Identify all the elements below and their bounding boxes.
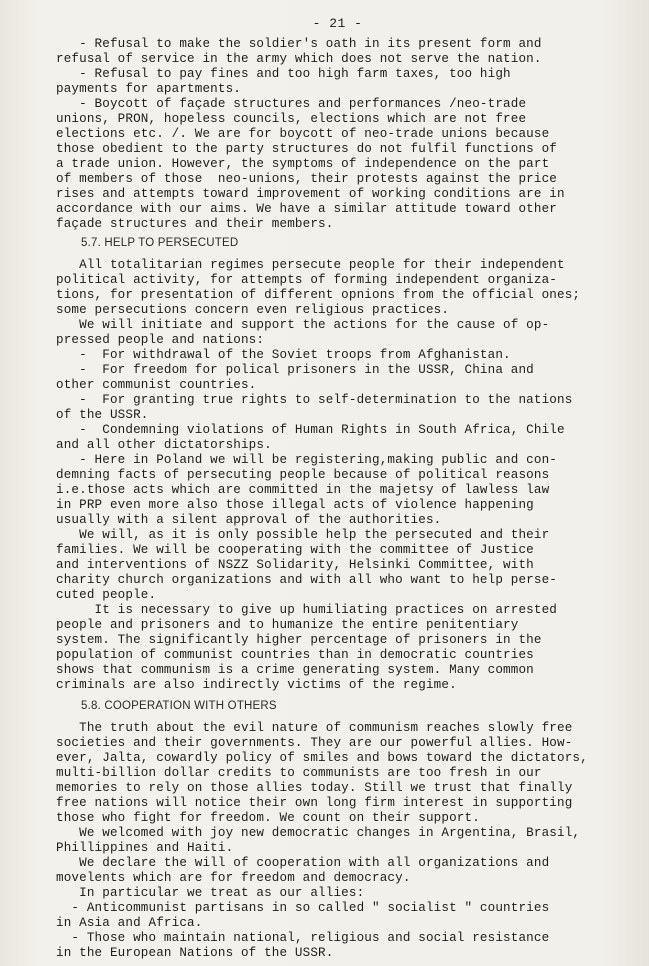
list-item: - For withdrawal of the Soviet troops from Afghanistan. bbox=[56, 348, 511, 362]
paragraph: All totalitarian regimes persecute people for their independent political activity, for attempts of forming independent organiza- tions, for presentation of different opnions from the official ones; some persecutions concern even religious practices. bbox=[56, 258, 581, 317]
paragraph: We will, as it is only possible help the persecuted and their families. We will be cooperating with the committee of Justice and interventions of NSZZ Solidarity, Helsinki Committee, with charity church organizations and with all who want to help perse- cuted people. bbox=[56, 528, 557, 602]
paragraph: The truth about the evil nature of communism reaches slowly free societies and their governments. They are our powerful allies. How- ever, Jalta, cowardly policy of smiles and bows toward the dictators, multi-billion dollar credits to communists are too fresh in our memories to rely on those allies today. Still we trust that finally free nations will notice their own long firm interest in supporting those who fight for freedom. We count on their support. bbox=[56, 721, 588, 825]
paragraph: In particular we treat as our allies: bbox=[56, 886, 365, 900]
paragraph: We declare the will of cooperation with all organizations and movelents which are for freedom and democracy. bbox=[56, 856, 550, 885]
paragraph: We will initiate and support the actions for the cause of op- pressed people and nations: bbox=[56, 318, 550, 347]
list-item: - For freedom for polical prisoners in the USSR, China and other communist countries. bbox=[56, 363, 534, 392]
list-item: - Those who maintain national, religious and social resistance in the European Nations of the USSR. bbox=[56, 931, 550, 960]
section-help-to-persecuted bbox=[56, 236, 619, 693]
list-item: - Anticommunist partisans in so called " socialist " countries in Asia and Africa. bbox=[56, 901, 550, 930]
paragraph: - Refusal to pay fines and too high farm taxes, too high payments for apartments. bbox=[56, 67, 511, 96]
paragraph: - Boycott of façade structures and performances /neo-trade unions, PRON, hopeless councils, elections which are not free elections etc. /. We are for boycott of neo-trade unions because those obedient to the party structures do not fulfil functions of a trade union. However, the symptoms of independence on the part of members of those neo-unions, their protests against the price rises and attempts toward improvement of working conditions are in accordance with our aims. We have a similar attitude toward other façade structures and their members. bbox=[56, 97, 565, 231]
intro-list bbox=[56, 37, 619, 232]
section-heading: 5.7. HELP TO PERSECUTED bbox=[81, 237, 239, 249]
paragraph: We welcomed with joy new democratic changes in Argentina, Brasil, Phillippines and Haiti. bbox=[56, 826, 581, 855]
paragraph: - Refusal to make the soldier's oath in its present form and refusal of service in the army which does not serve the nation. bbox=[56, 37, 542, 66]
list-item: - Here in Poland we will be registering,making public and con- demning facts of persecuting people because of political reasons i.e.those acts which are committed in the majetsy of lawless law in PRP even more also those illegal acts of violence happening usually with a silent approval of the authorities. bbox=[56, 453, 557, 527]
section-cooperation-with-others bbox=[56, 699, 619, 961]
page-number: - 21 - bbox=[312, 16, 363, 31]
section-heading: 5.8. COOPERATION WITH OTHERS bbox=[81, 700, 277, 712]
paragraph: It is necessary to give up humiliating practices on arrested people and prisoners and to humanize the entire penitentiary system. The significantly higher percentage of prisoners in the population of communist countries than in democratic countries shows that communism is a crime generating system. Many common criminals are also indirectly victims of the regime. bbox=[56, 603, 557, 692]
list-item: - For granting true rights to self-determination to the nations of the USSR. bbox=[56, 393, 573, 422]
list-item: - Condemning violations of Human Rights in South Africa, Chile and all other dictatorships. bbox=[56, 423, 565, 452]
